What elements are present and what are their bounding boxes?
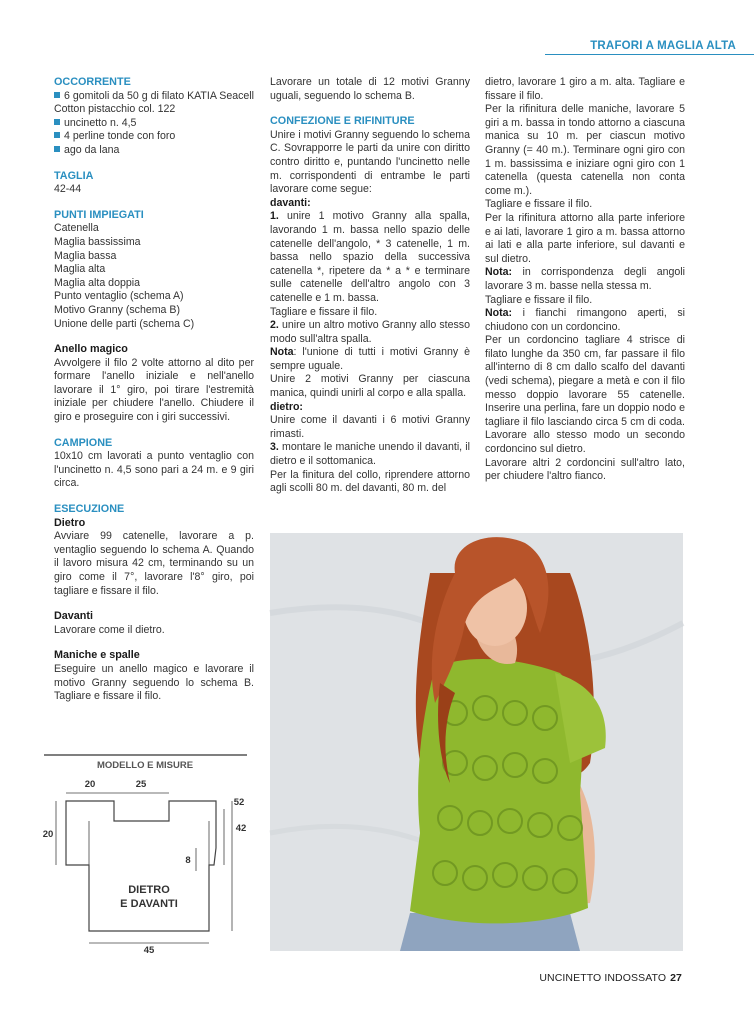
- maniche-text: Eseguire un anello magico e lavorare il motivo Granny seguendo lo schema B. Tagliare e fissare il filo.: [54, 662, 254, 703]
- paragraph: dietro, lavorare 1 giro a m. alta. Tagliare e fissare il filo.: [485, 76, 685, 102]
- bullet-square-icon: [54, 119, 60, 125]
- dim-sleeve: 20: [42, 829, 54, 840]
- page-footer: [539, 972, 682, 984]
- column-1: [54, 76, 254, 704]
- step-1: 1. unire 1 motivo Granny alla spalla, lavorando 1 m. bassa nello spazio delle catenelle dell'angolo, * 3 catenelle, 1 m. bassa nello spazio della successiva catenella *, ripetere da * a * e terminare sulle catenelle dell'altro angolo con 3 catenelle e 1 m. bassa.: [270, 210, 470, 304]
- bullet-square-icon: [54, 92, 60, 98]
- stitch-item: Maglia alta: [54, 263, 106, 276]
- confezione-text: Unire i motivi Granny seguendo lo schema C. Sovrapporre le parti da unire con diritto contro diritto e, puntando l'uncinetto nelle m. corrispondenti di entrambe le parti lavorare come segue:: [270, 128, 470, 196]
- bullet-square-icon: [54, 146, 60, 152]
- diagram-title: MODELLO E MISURE: [96, 760, 194, 771]
- davanti-heading: Davanti: [54, 610, 94, 623]
- campione-heading: CAMPIONE: [54, 436, 113, 449]
- paragraph: Lavorare altri 2 cordoncini sull'altro lato, per chiudere l'altro fianco.: [485, 456, 685, 483]
- paragraph: Per la rifinitura attorno alla parte inferiore e ai lati, lavorare 1 giro a m. bassa attorno ai lati e alla parte inferiore, sul davanti e sul dietro.: [485, 211, 685, 265]
- dietro-unione: Unire come il davanti i 6 motivi Granny rimasti.: [270, 414, 470, 440]
- diagram-label-line1: DIETRO: [128, 884, 170, 896]
- dim-total-length: 52: [233, 797, 245, 808]
- stitch-item: Maglia bassissima: [54, 235, 141, 248]
- davanti-text: Lavorare come il dietro.: [54, 623, 165, 636]
- stitch-item: Punto ventaglio (schema A): [54, 290, 184, 303]
- paragraph: Tagliare e fissare il filo.: [485, 293, 593, 306]
- esecuzione-heading: ESECUZIONE: [54, 503, 125, 516]
- occorrente-heading: OCCORRENTE: [54, 76, 131, 88]
- dietro-heading: Dietro: [54, 516, 86, 529]
- dietro-label: dietro:: [270, 400, 303, 413]
- nota-fianchi: Nota: i fianchi rimangono aperti, si chiudono con un cordoncino.: [485, 307, 685, 333]
- materials-item: uncinetto n. 4,5: [54, 117, 254, 131]
- granny-intro: Lavorare un totale di 12 motivi Granny uguali, seguendo lo schema B.: [270, 76, 470, 102]
- unire-maniche: Unire 2 motivi Granny per ciascuna manica, quindi unirli al corpo e alla spalla.: [270, 373, 470, 400]
- step-3: 3. montare le maniche unendo il davanti, il dietro e il sottomanica.: [270, 441, 470, 468]
- garment-schematic: [42, 753, 247, 956]
- section-title: TRAFORI A MAGLIA ALTA: [590, 40, 736, 52]
- measurements-diagram: [42, 753, 247, 956]
- stitch-item: Unione delle parti (schema C): [54, 317, 195, 330]
- dietro-text: Avviare 99 catenelle, lavorare a p. ventaglio seguendo lo schema A. Quando il lavoro misura 42 cm, terminando su un giro come il 7°, lavorare l'8° giro, poi tagliare e fissare il filo.: [54, 530, 254, 597]
- materials-item: 6 gomitoli da 50 g di filato KATIA Seacell Cotton pistacchio col. 122: [54, 89, 255, 116]
- stitch-item: Maglia alta doppia: [54, 276, 140, 289]
- dim-body-length: 42: [235, 823, 247, 834]
- paragraph: Tagliare e fissare il filo.: [485, 198, 593, 211]
- magazine-name: UNCINETTO INDOSSATO: [539, 972, 667, 984]
- dim-width: 45: [143, 945, 155, 956]
- taglia-heading: TAGLIA: [54, 169, 94, 182]
- column-3: [485, 76, 685, 484]
- dim-cord: 8: [185, 855, 191, 866]
- nota-unione: Nota: l'unione di tutti i motivi Granny è sempre uguale.: [270, 346, 470, 372]
- stitch-item: Maglia bassa: [54, 249, 117, 262]
- column-2: [270, 76, 470, 496]
- woman-wearing-crochet-top-image: [270, 533, 683, 951]
- punti-heading: PUNTI IMPIEGATI: [54, 208, 144, 221]
- stitch-item: Catenella: [54, 222, 99, 235]
- nota-angoli: Nota: in corrispondenza degli angoli lavorare 3 m. basse nella stessa m.: [485, 266, 685, 292]
- materials-item: 4 perline tonde con foro: [54, 130, 254, 144]
- step-1-end: Tagliare e fissare il filo.: [270, 305, 378, 318]
- dim-neck: 25: [135, 779, 147, 790]
- confezione-heading: CONFEZIONE E RIFINITURE: [270, 115, 415, 128]
- bullet-square-icon: [54, 132, 60, 138]
- stitch-item: Motivo Granny (schema B): [54, 303, 180, 316]
- taglia-value: 42-44: [54, 183, 82, 196]
- materials-item: ago da lana: [54, 144, 254, 158]
- anello-text: Avvolgere il filo 2 volte attorno al dito per formare l'anello iniziale e nell'anello lavorare il 1° giro, poi tirare l'estremità iniziale per chiudere l'anello. Chiudere il giro e proseguire con i giri successivi.: [54, 356, 254, 424]
- step-2: 2. unire un altro motivo Granny allo stesso modo sull'altra spalla.: [270, 319, 470, 345]
- paragraph: Per un cordoncino tagliare 4 strisce di filato lunghe da 350 cm, far passare il filo all'interno di 8 cm dallo scalfo del davanti (vedi schema), piegare a metà e con il filo messo doppio lavorare 55 catenelle. Inserire una perlina, fare un doppio nodo e tagliare il filo lasciando circa 5 cm di coda. Lavorare allo stesso modo un secondo cordoncino sul dietro.: [485, 334, 685, 456]
- paragraph: Per la rifinitura delle maniche, lavorare 5 giri a m. bassa in tondo attorno a ciascuna manica su 10 m. per ciascun motivo Granny (= 40 m.). Terminare ogni giro con 1 m. bassissima e iniziare ogni giro con 1 catenella (questa catenella non conta come m.).: [485, 103, 685, 197]
- maniche-heading: Maniche e spalle: [54, 649, 140, 662]
- page-number: 27: [670, 972, 682, 984]
- diagram-label-line2: E DAVANTI: [120, 898, 178, 910]
- collo-text: Per la finitura del collo, riprendere attorno agli scolli 80 m. del davanti, 80 m. del: [270, 468, 470, 495]
- anello-heading: Anello magico: [54, 343, 128, 356]
- davanti-label: davanti:: [270, 196, 311, 209]
- campione-text: 10x10 cm lavorati a punto ventaglio con l'uncinetto n. 4,5 sono pari a 24 m. e 9 giri circa.: [54, 450, 254, 490]
- header-rule: [545, 54, 754, 55]
- model-photo: [270, 533, 683, 951]
- dim-shoulder: 20: [84, 779, 96, 790]
